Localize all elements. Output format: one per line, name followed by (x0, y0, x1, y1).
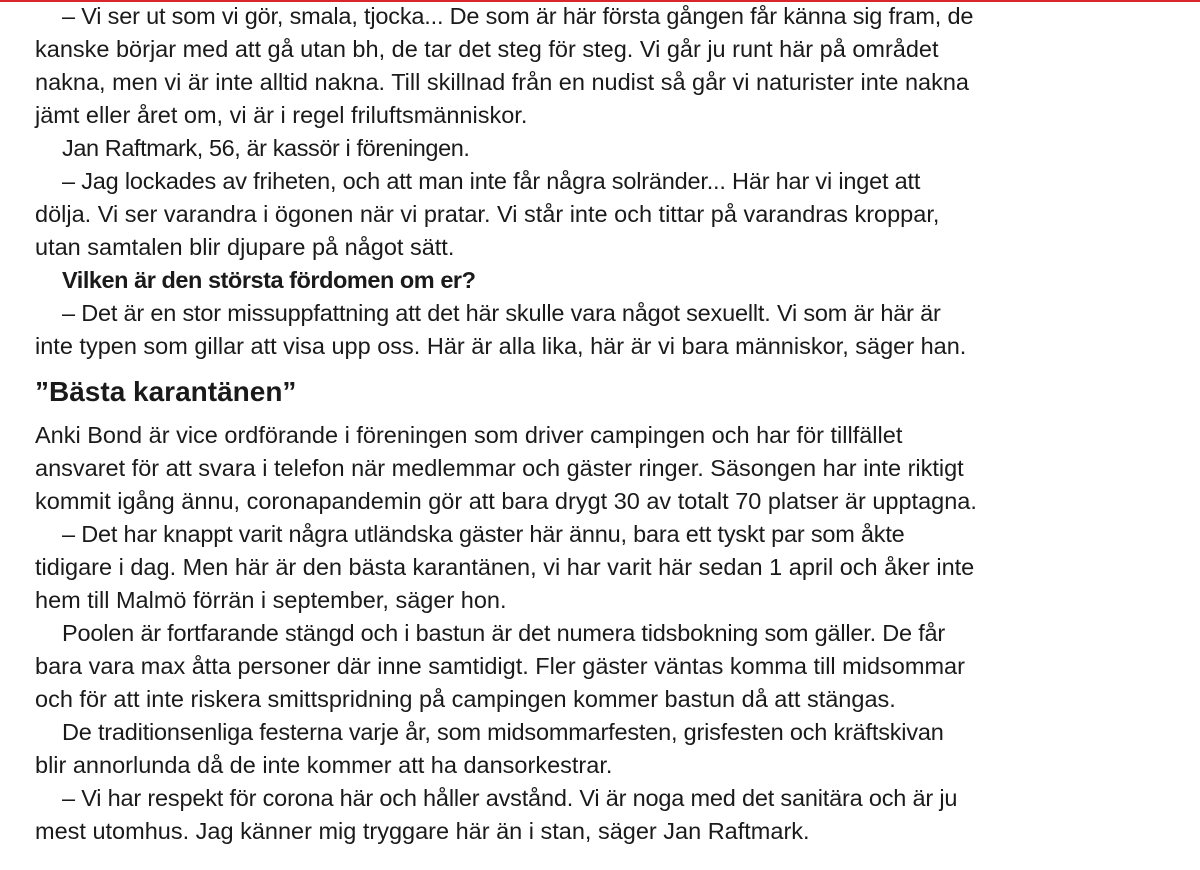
paragraph-line: – Vi har respekt för corona här och håller avstånd. Vi är noga med det sanitära och är ju (62, 785, 958, 811)
paragraph-line: blir annorlunda då de inte kommer att ha dansorkestrar. (35, 752, 613, 778)
paragraph-line: och för att inte riskera smittspridning på campingen kommer bastun då att stängas. (35, 686, 896, 712)
paragraph-line: bara vara max åtta personer där inne samtidigt. Fler gäster väntas komma till midsommar (35, 653, 965, 679)
paragraph-line: Anki Bond är vice ordförande i föreningen som driver campingen och har för tillfället (35, 422, 903, 448)
interview-question: Vilken är den största fördomen om er? (62, 267, 476, 293)
paragraph-line: mest utomhus. Jag känner mig tryggare här än i stan, säger Jan Raftmark. (35, 818, 810, 844)
section-two (35, 419, 1185, 848)
paragraph-line: hem till Malmö förrän i september, säger hon. (35, 587, 507, 613)
paragraph-line: – Det har knappt varit några utländska gäster här ännu, bara ett tyskt par som åkte (62, 521, 905, 547)
paragraph-line: jämt eller året om, vi är i regel friluftsmänniskor. (35, 102, 528, 128)
paragraph-line: inte typen som gillar att visa upp oss. Här är alla lika, här är vi bara människor, säger han. (35, 333, 967, 359)
paragraph-line: Poolen är fortfarande stängd och i bastun är det numera tidsbokning som gäller. De får (62, 620, 946, 646)
paragraph-line: Jan Raftmark, 56, är kassör i föreningen. (62, 135, 470, 161)
paragraph-line: tidigare i dag. Men här är den bästa karantänen, vi har varit här sedan 1 april och åker inte (35, 554, 975, 580)
section-heading: ”Bästa karantänen” (35, 376, 297, 407)
paragraph-line: utan samtalen blir djupare på något sätt. (35, 234, 455, 260)
paragraph-line: – Det är en stor missuppfattning att det här skulle vara något sexuellt. Vi som är här är (62, 300, 941, 326)
paragraph-line: – Jag lockades av friheten, och att man inte får några solränder... Här har vi inget att (62, 168, 921, 194)
paragraph-line: kanske börjar med att gå utan bh, de tar det steg för steg. Vi går ju runt här på området (35, 36, 939, 62)
paragraph-line: ansvaret för att svara i telefon när medlemmar och gäster ringer. Säsongen har inte riktigt (35, 455, 964, 481)
paragraph-line: nakna, men vi är inte alltid nakna. Till skillnad från en nudist så går vi naturister inte nakna (35, 69, 969, 95)
paragraph-line: De traditionsenliga festerna varje år, som midsommarfesten, grisfesten och kräftskivan (62, 719, 944, 745)
paragraph-line: kommit igång ännu, coronapandemin gör att bara drygt 30 av totalt 70 platser är upptagna. (35, 488, 977, 514)
paragraph-line: dölja. Vi ser varandra i ögonen när vi pratar. Vi står inte och tittar på varandras kroppar, (35, 201, 940, 227)
section-one (35, 0, 1185, 363)
paragraph-line: – Vi ser ut som vi gör, smala, tjocka... De som är här första gången får känna sig fram, de (62, 3, 974, 29)
article-body (35, 0, 1185, 848)
